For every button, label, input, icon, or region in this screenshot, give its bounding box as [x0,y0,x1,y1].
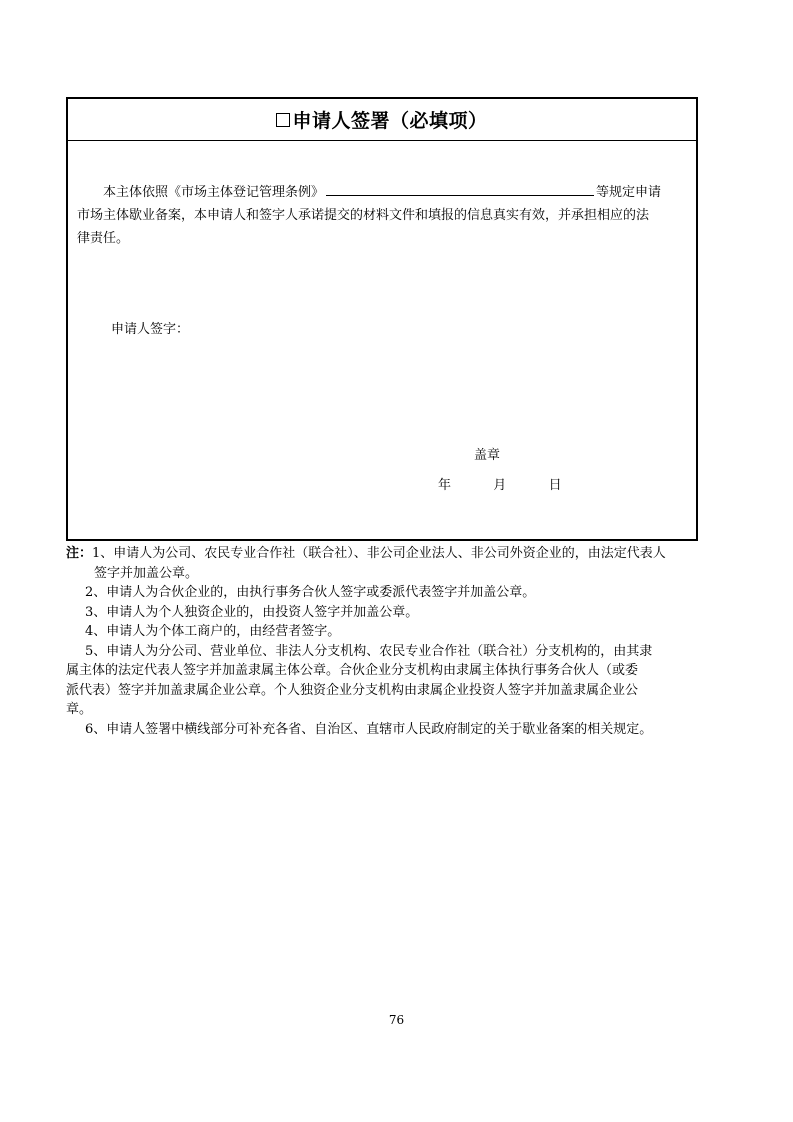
declaration-text-1: 本主体依照《市场主体登记管理条例》 [103,185,325,200]
regulation-blank-line[interactable] [326,182,594,196]
section-checkbox[interactable] [276,113,290,127]
signature-section [66,97,698,541]
note-item [66,544,716,564]
note-item: 6、申请人签署中横线部分可补充各省、自治区、直辖市人民政府制定的关于歇业备案的相关规定。 [85,721,653,737]
section-title-wrap [276,106,487,133]
note-line: 签字并加盖公章。 [94,565,199,581]
note-line: 1、申请人为公司、农民专业合作社（联合社）、非公司企业法人、非公司外资企业的，由法定代表人 [92,546,666,561]
seal-label: 盖章 [474,448,501,463]
note-item: 5、申请人为分公司、营业单位、非法人分支机构、农民专业合作社（联合社）分支机构的，由其隶 [85,643,653,659]
section-title: 申请人签署（必填项） [292,110,488,132]
declaration-paragraph [77,181,689,250]
date-row [438,474,562,493]
note-line: 章。 [66,702,93,717]
note-item: 2、申请人为合伙企业的，由执行事务合伙人签字或委派代表签字并加盖公章。 [85,585,536,600]
page-number: 76 [388,1013,405,1027]
note-line: 属主体的法定代表人签字并加盖隶属主体公章。合伙企业分支机构由隶属主体执行事务合伙人（或委 [66,663,639,678]
applicant-signature-label: 申请人签字： [111,322,190,337]
note-item: 4、申请人为个体工商户的，由经营者签字。 [85,624,341,639]
declaration-line-3: 律责任。 [77,231,130,246]
declaration-text-2: 等规定申请 [596,185,662,200]
section-header [68,99,696,141]
day-label: 日 [548,478,562,493]
notes-label: 注： [66,546,93,561]
declaration-line-2: 市场主体歇业备案，本申请人和签字人承诺提交的材料文件和填报的信息真实有效，并承担相应的法 [77,208,650,223]
note-line: 派代表）签字并加盖隶属企业公章。个人独资企业分支机构由隶属企业投资人签字并加盖隶属企业公 [66,682,639,698]
note-item: 3、申请人为个人独资企业的，由投资人签字并加盖公章。 [85,604,419,620]
notes-section [66,544,716,739]
month-label: 月 [493,478,507,493]
year-label: 年 [438,478,452,493]
